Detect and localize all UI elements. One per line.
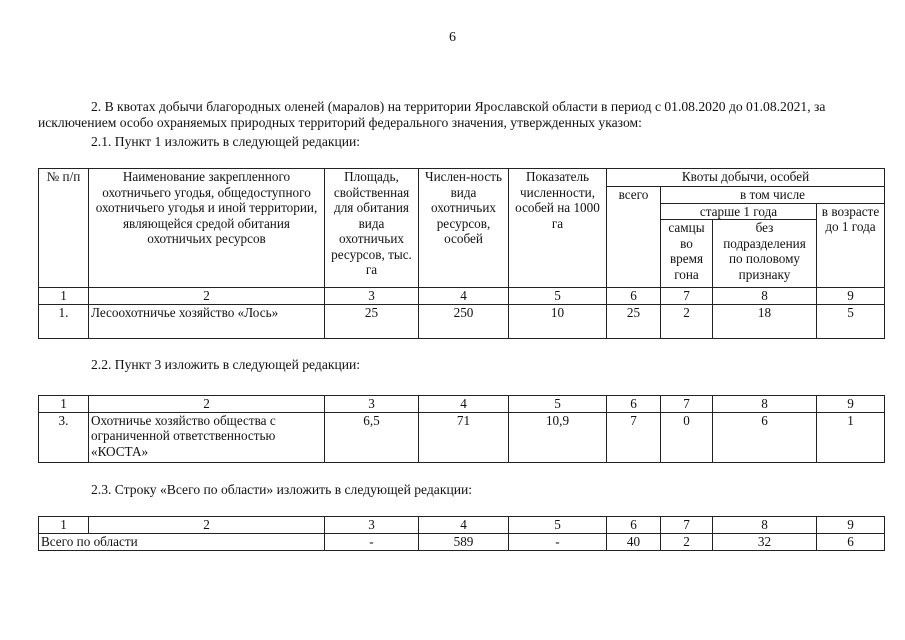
row-count: 71	[419, 412, 509, 462]
row-area: 25	[325, 304, 419, 338]
col-num-9: 9	[817, 396, 885, 413]
row-count: 250	[419, 304, 509, 338]
row-total: 40	[607, 533, 661, 550]
paragraph-2-text: 2. В квотах добычи благородных оленей (маралов) на территории Ярославской области в период с 01.08.2020 до 01.08.2021, за исключением особо охраняемых природных территорий федерального значения, утвержденных указом:	[38, 99, 826, 130]
row-density: -	[509, 533, 607, 550]
col-num-8: 8	[713, 517, 817, 534]
column-number-row	[39, 517, 885, 534]
quota-table-total	[38, 516, 885, 551]
row-name: Лесоохотничье хозяйство «Лось»	[89, 304, 325, 338]
row-nosex: 18	[713, 304, 817, 338]
col-num-7: 7	[661, 517, 713, 534]
section-2-1-text: 2.1. Пункт 1 изложить в следующей редакции:	[91, 134, 361, 149]
header-older: старше 1 года	[661, 203, 817, 220]
row-name: Охотничье хозяйство общества с ограниченной ответственностью «КОСТА»	[89, 412, 325, 462]
section-2-3-text: 2.3. Строку «Всего по области» изложить в следующей редакции:	[91, 482, 473, 497]
row-young: 1	[817, 412, 885, 462]
section-2-3	[38, 482, 838, 498]
col-num-3: 3	[325, 517, 419, 534]
col-num-1: 1	[39, 517, 89, 534]
row-density: 10,9	[509, 412, 607, 462]
column-number-row	[39, 396, 885, 413]
row-males: 2	[661, 533, 713, 550]
row-total: 7	[607, 412, 661, 462]
row-nosex: 6	[713, 412, 817, 462]
col-num-9: 9	[817, 288, 885, 305]
col-num-4: 4	[419, 396, 509, 413]
col-num-1: 1	[39, 396, 89, 413]
page-number: 6	[449, 30, 456, 45]
row-density: 10	[509, 304, 607, 338]
col-num-6: 6	[607, 288, 661, 305]
quota-table-point-3	[38, 395, 885, 463]
header-quota: Квоты добычи, особей	[607, 169, 885, 187]
header-nosex: без подразделения по половому признаку	[713, 220, 817, 288]
header-num: № п/п	[39, 169, 89, 288]
col-num-9: 9	[817, 517, 885, 534]
col-num-2: 2	[89, 517, 325, 534]
row-num: 3.	[39, 412, 89, 462]
row-young: 6	[817, 533, 885, 550]
col-num-5: 5	[509, 288, 607, 305]
row-total: 25	[607, 304, 661, 338]
table-row	[39, 533, 885, 550]
column-number-row	[39, 288, 885, 305]
row-area: -	[325, 533, 419, 550]
col-num-5: 5	[509, 396, 607, 413]
paragraph-2	[38, 99, 838, 131]
header-males: самцы во время гона	[661, 220, 713, 288]
col-num-2: 2	[89, 396, 325, 413]
col-num-3: 3	[325, 396, 419, 413]
row-total-label: Всего по области	[39, 533, 325, 550]
row-males: 0	[661, 412, 713, 462]
col-num-6: 6	[607, 396, 661, 413]
col-num-4: 4	[419, 288, 509, 305]
row-num: 1.	[39, 304, 89, 338]
col-num-6: 6	[607, 517, 661, 534]
row-nosex: 32	[713, 533, 817, 550]
col-num-7: 7	[661, 288, 713, 305]
section-2-2	[38, 357, 838, 373]
quota-table-point-1	[38, 168, 885, 339]
col-num-1: 1	[39, 288, 89, 305]
row-males: 2	[661, 304, 713, 338]
col-num-8: 8	[713, 396, 817, 413]
table-row	[39, 412, 885, 462]
section-2-2-text: 2.2. Пункт 3 изложить в следующей редакции:	[91, 357, 361, 372]
row-count: 589	[419, 533, 509, 550]
header-count: Числен-ность вида охотничьих ресурсов, особей	[419, 169, 509, 288]
col-num-7: 7	[661, 396, 713, 413]
table-row	[39, 304, 885, 338]
col-num-4: 4	[419, 517, 509, 534]
col-num-2: 2	[89, 288, 325, 305]
col-num-3: 3	[325, 288, 419, 305]
header-young: в возрасте до 1 года	[817, 203, 885, 288]
col-num-8: 8	[713, 288, 817, 305]
header-density: Показатель численности, особей на 1000 га	[509, 169, 607, 288]
header-area: Площадь, свойственная для обитания вида охотничьих ресурсов, тыс. га	[325, 169, 419, 288]
header-total: всего	[607, 187, 661, 288]
section-2-1	[38, 134, 838, 150]
row-young: 5	[817, 304, 885, 338]
row-area: 6,5	[325, 412, 419, 462]
col-num-5: 5	[509, 517, 607, 534]
header-name: Наименование закрепленного охотничьего угодья, общедоступного охотничьего угодья и иной территории, являющейся средой обитания охотничьих ресурсов	[89, 169, 325, 288]
header-incl: в том числе	[661, 187, 885, 204]
